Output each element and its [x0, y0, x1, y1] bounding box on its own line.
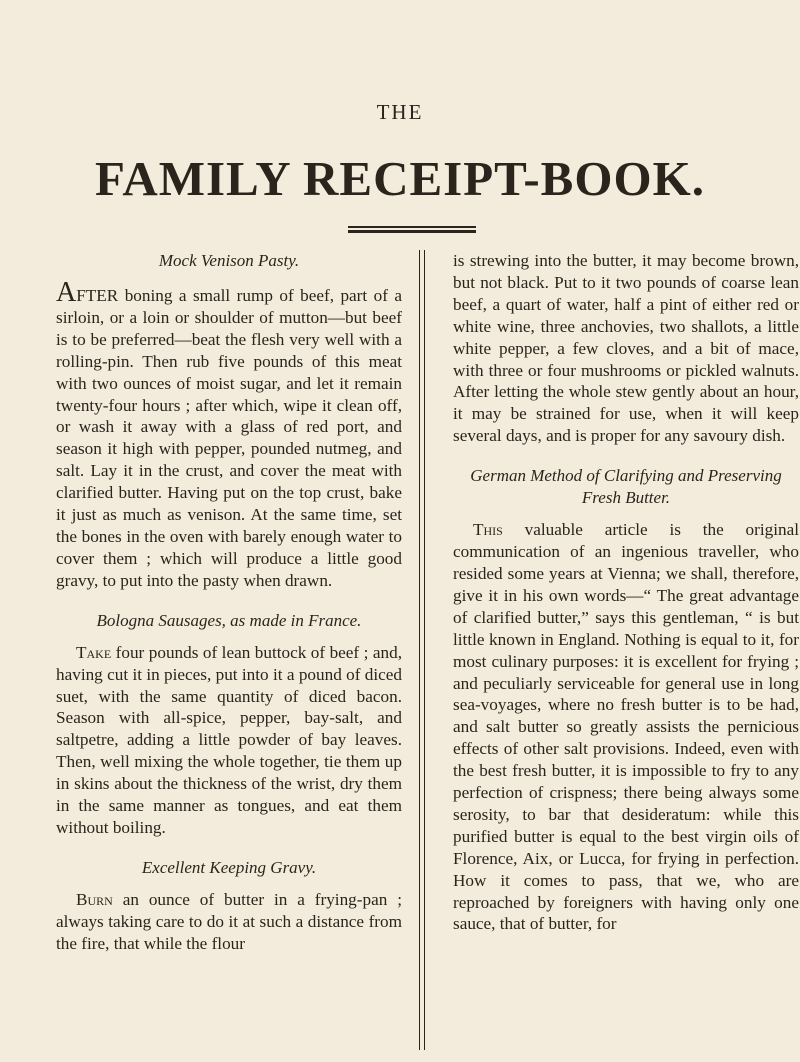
drop-initial: A [56, 277, 77, 308]
left-column [56, 250, 402, 955]
recipe-text: an ounce of butter in a frying-pan ; always taking care to do it at such a distance from the fire, that while the flour [56, 889, 402, 953]
recipe-text: four pounds of lean buttock of beef ; and, having cut it in pieces, put into it a pound of diced suet, with the same quantity of diced bacon. Season with all-spice, pepper, bay-salt, and saltpetre, adding a little powder of bay leaves. Then, well mixing the whole together, tie them up in skins about the thickness of the wrist, dry them in the same manner as tongues, and eat them without boiling. [56, 642, 402, 837]
recipe-text: boning a small rump of beef, part of a sirloin, or a loin or shoulder of mutton—but beef is to be preferred—beat the flesh very well with a rolling-pin. Then rub five pounds of this meat with two ounces of moist sugar, and let it remain twenty-four hours ; after which, wipe it clean off, or wash it away with a glass of red port, and season it high with pepper, pounded nutmeg, and salt. Lay it in the crust, and cover the meat with clarified butter. Having put on the top crust, bake it just as much as venison. At the same time, set the bones in the oven with barely enough water to cover them ; which will produce a little good gravy, to put into the pasty when drawn. [56, 286, 402, 590]
lead-word: This [473, 520, 503, 540]
header-rule [348, 226, 476, 233]
header-the: THE [376, 100, 424, 124]
recipe-body-clarified-butter [453, 519, 799, 935]
recipe-heading-gravy: Excellent Keeping Gravy. [141, 857, 317, 877]
recipe-body-gravy [56, 889, 402, 955]
recipe-heading-bologna: Bologna Sausages, as made in France. [96, 610, 362, 630]
recipe-body-mock-venison [56, 277, 402, 592]
column-divider [419, 250, 425, 1050]
recipe-heading-mock-venison: Mock Venison Pasty. [158, 251, 300, 270]
right-column [453, 250, 799, 935]
page-title: FAMILY RECEIPT-BOOK. [95, 151, 705, 206]
recipe-body-gravy-continued: is strewing into the butter, it may become brown, but not black. Put to it two pounds of coarse lean beef, a quart of water, half a pint of either red or white wine, three anchovies, two shallots, a little white pepper, a few cloves, and a bit of mace, with three or four mushrooms or pickled walnuts. After letting the whole stew gently about an hour, it may be strained for use, when it will keep several days, and is proper for any savoury dish. [453, 251, 799, 446]
recipe-text: valuable article is the original communication of an ingenious traveller, who resided some years at Vienna; we shall, therefore, give it in his own words—“ The great advantage of clarified butter,” says this gentleman, “ is but little known in England. Nothing is equal to it, for most culinary purposes: it is excellent for frying ; and peculiarly serviceable for general use in long sea-voyages, where no fresh butter is to be had, and salt butter so greatly assists the pernicious effects of other salt provisions. Indeed, even with the best fresh butter, it is impossible to fry to any perfection of crispness; there being always some serosity, to bar that desideratum: while this purified butter is equal to the best virgin oils of Florence, Aix, or Lucca, for frying in perfection. How it comes to pass, that we, who are reproached by foreigners with having only one sauce, that of butter, for [453, 520, 799, 934]
lead-word: Take [76, 642, 112, 662]
recipe-body-bologna [56, 642, 402, 839]
lead-word: Burn [76, 889, 113, 909]
lead-word: FTER [76, 286, 119, 305]
recipe-heading-clarified-butter: German Method of Clarifying and Preserving Fresh Butter. [470, 466, 782, 508]
